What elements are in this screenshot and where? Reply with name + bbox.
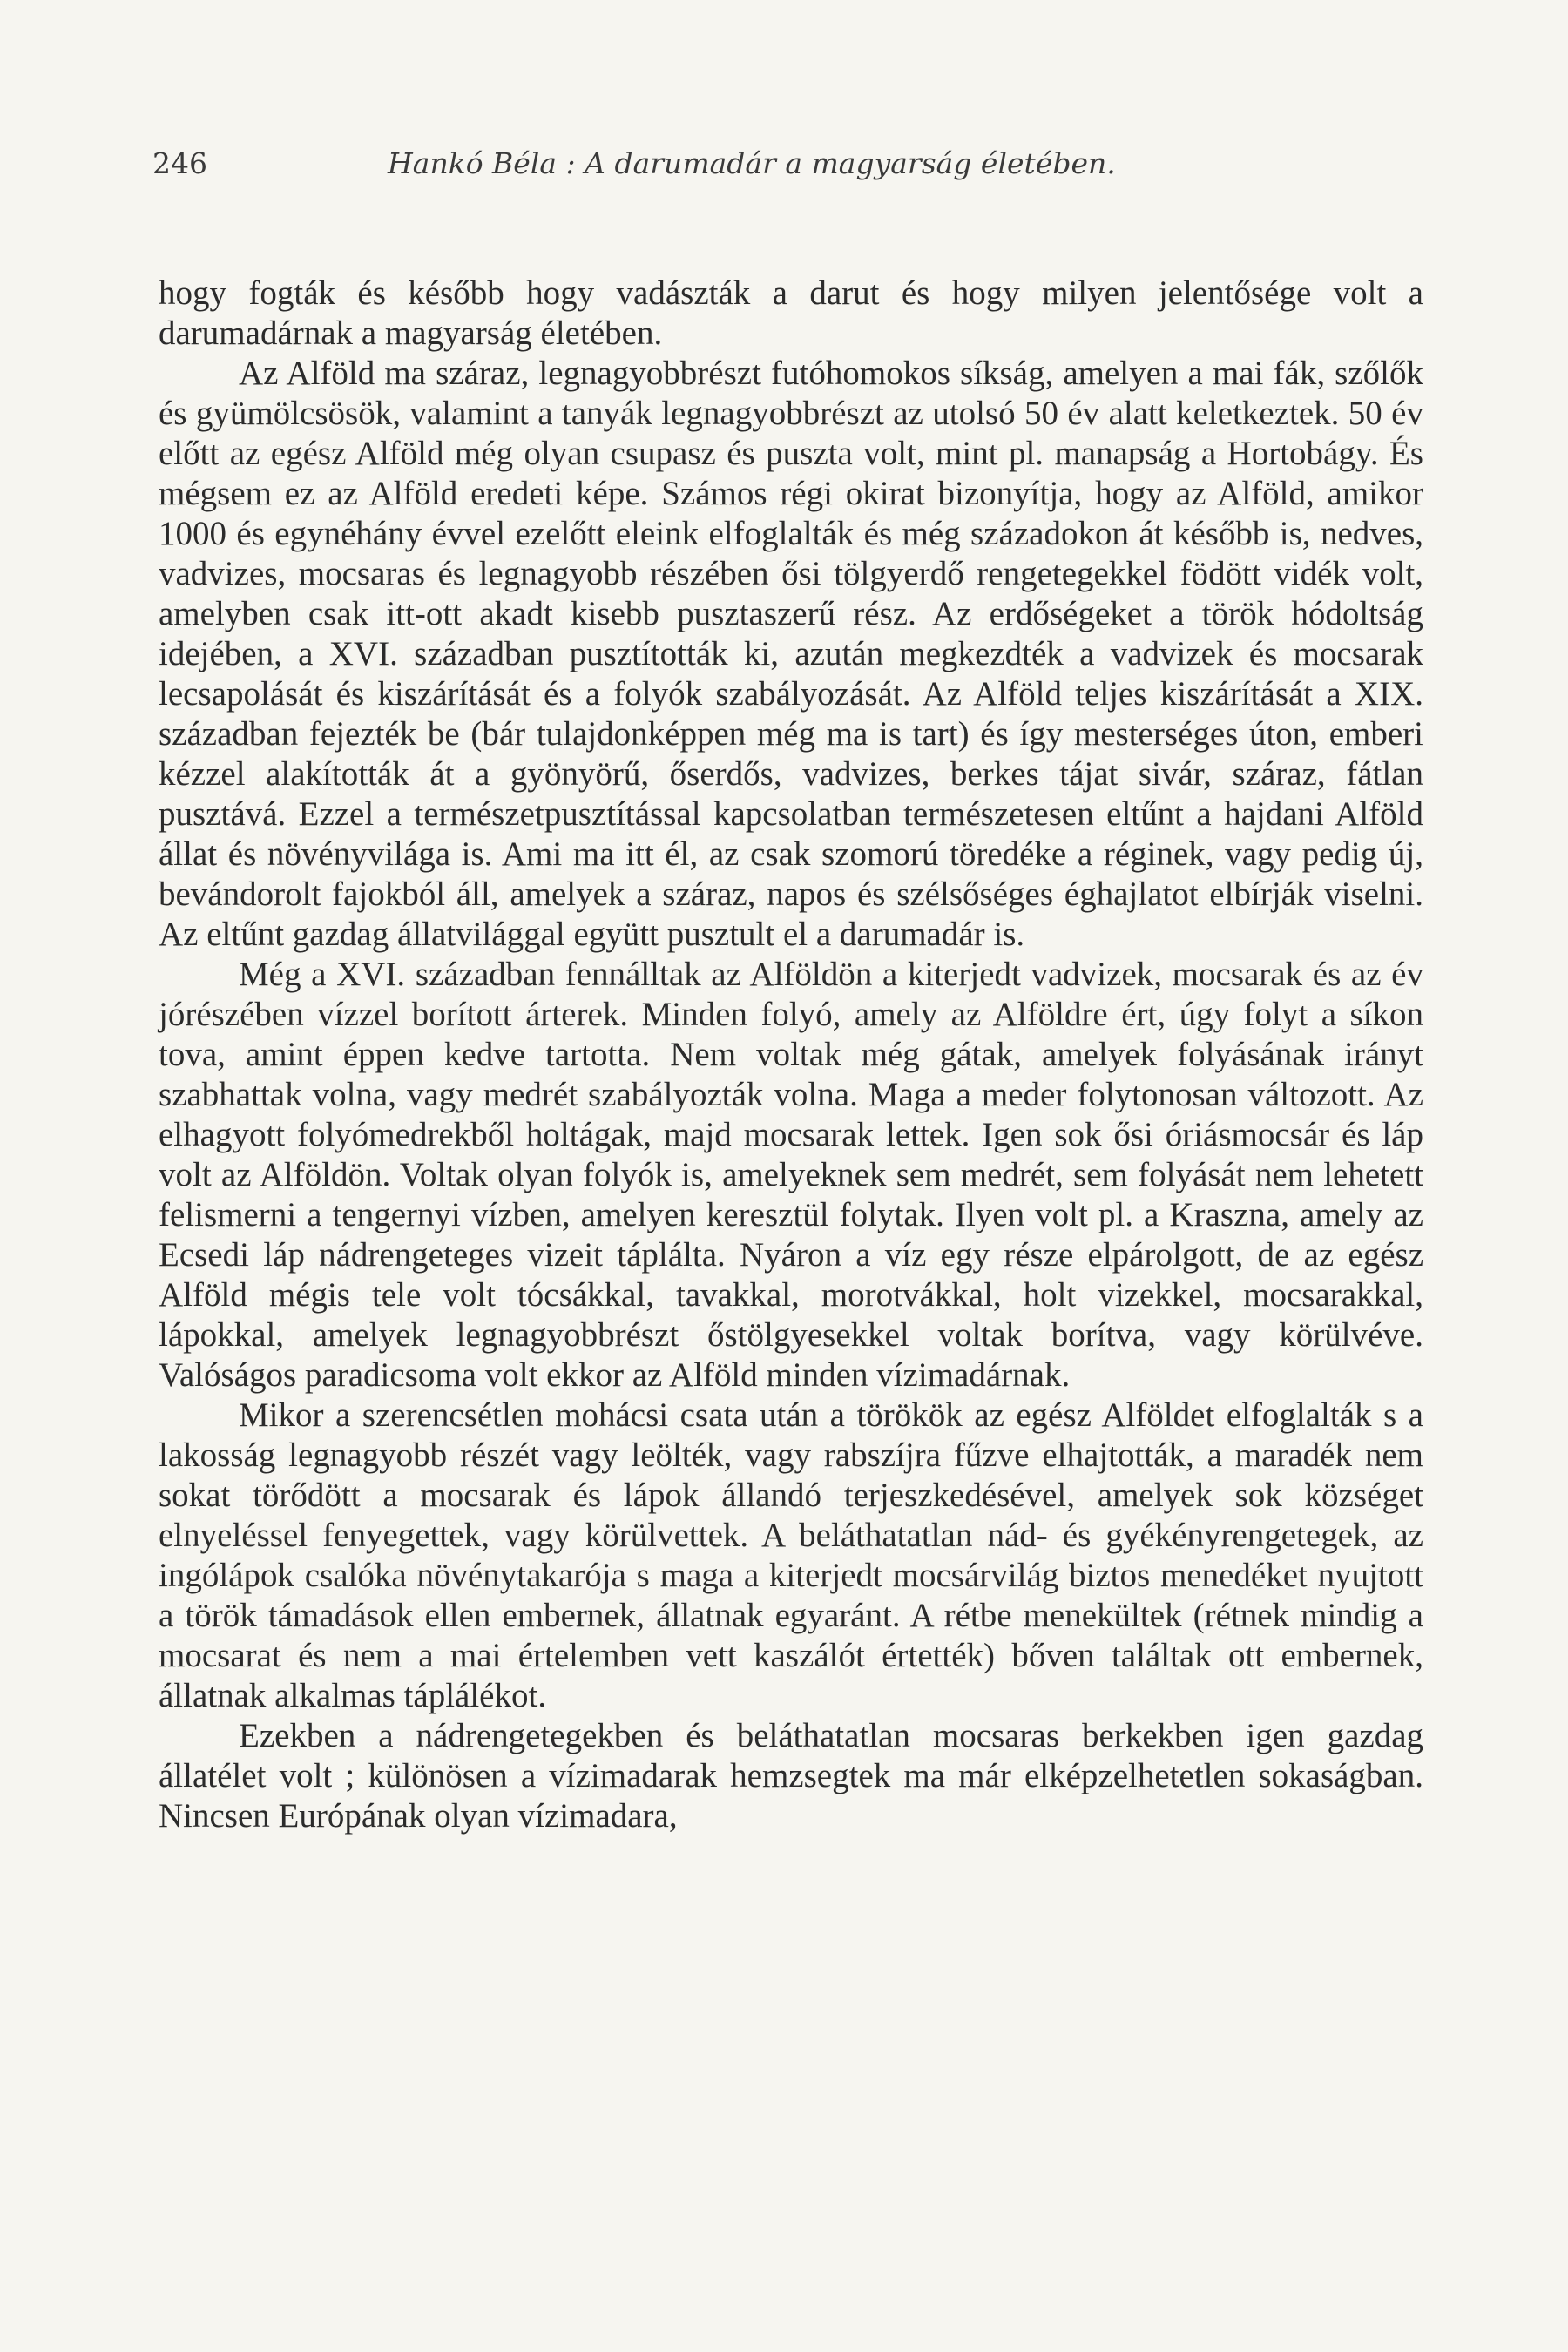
running-title: Hankó Béla : A darumadár a magyarság életében.	[388, 146, 1116, 180]
running-head	[152, 146, 1424, 199]
page-number: 246	[152, 146, 207, 180]
paragraph: Mikor a szerencsétlen mohácsi csata után a törökök az egész Alföldet elfoglalták s a lakosság legnagyobb részét vagy leölték, vagy rabszíjra fűzve elhajtották, a maradék nem sokat törődött a mocsarak és lápok állandó terjeszkedésével, amelyek sok községet elnyeléssel fenyegettek, vagy körülvettek. A beláthatatlan nád- és gyékényrengetegek, az ingólápok csalóka növénytakarója s maga a kiterjedt mocsárvilág biztos menedéket nyujtott a török támadások ellen embernek, állatnak egyaránt. A rétbe menekültek (rétnek mindig a mocsarat és nem a mai értelemben vett kaszálót értették) bőven találtak ott embernek, állatnak alkalmas táplálékot.	[159, 1396, 1423, 1714]
paragraph: Ezekben a nádrengetegekben és beláthatatlan mocsaras berkekben igen gazdag állatélet volt ; különösen a vízimadarak hemzsegtek ma már elképzelhetetlen sokaságban. Nincsen Európának olyan vízimadara,	[159, 1717, 1423, 1835]
paragraph: Az Alföld ma száraz, legnagyobbrészt futóhomokos síkság, amelyen a mai fák, szőlők és gyümölcsösök, valamint a tanyák legnagyobbrészt az utolsó 50 év alatt keletkeztek. 50 év előtt az egész Alföld még olyan csupasz és puszta volt, mint pl. manapság a Hortobágy. És mégsem ez az Alföld eredeti képe. Számos régi okirat bizonyítja, hogy az Alföld, amikor 1000 és egynéhány évvel ezelőtt eleink elfoglalták és még századokon át később is, nedves, vadvizes, mocsaras és legnagyobb részében ősi tölgyerdő rengetegekkel födött vidék volt, amelyben csak itt-ott akadt kisebb pusztaszerű rész. Az erdőségeket a török hódoltság idejében, a XVI. században pusztították ki, azután megkezdték a vadvizek és mocsarak lecsapolását és kiszárítását és a folyók szabályozását. Az Alföld teljes kiszárítását a XIX. században fejezték be (bár tulajdonképpen még ma is tart) és így mesterséges úton, emberi kézzel alakították át a gyönyörű, őserdős, vadvizes, berkes tájat sivár, száraz, fátlan pusztává. Ezzel a természetpusztítással kapcsolatban természetesen eltűnt a hajdani Alföld állat és növényvilága is. Ami ma itt él, az csak szomorú töredéke a réginek, vagy pedig új, bevándorolt fajokból áll, amelyek a száraz, napos és szélsőséges éghajlatot elbírják viselni. Az eltűnt gazdag állatvilággal együtt pusztult el a darumadár is.	[159, 355, 1423, 953]
paragraph: Még a XVI. században fennálltak az Alföldön a kiterjedt vadvizek, mocsarak és az év jórészében vízzel borított árterek. Minden folyó, amely az Alföldre ért, úgy folyt a síkon tova, amint éppen kedve tartotta. Nem voltak még gátak, amelyek folyásának irányt szabhattak volna, vagy medrét szabályozták volna. Maga a meder folytonosan változott. Az elhagyott folyómedrekből holtágak, majd mocsarak lettek. Igen sok ősi óriásmocsár és láp volt az Alföldön. Voltak olyan folyók is, amelyeknek sem medrét, sem folyását nem lehetett felismerni a tengernyi vízben, amelyen keresztül folytak. Ilyen volt pl. a Kraszna, amely az Ecsedi láp nádrengeteges vizeit táplálta. Nyáron a víz egy része elpárolgott, de az egész Alföld mégis tele volt tócsákkal, tavakkal, morotvákkal, holt vizekkel, mocsarakkal, lápokkal, amelyek legnagyobbrészt őstölgyesekkel voltak borítva, vagy körülvéve. Valóságos paradicsoma volt ekkor az Alföld minden vízimadárnak.	[159, 956, 1423, 1394]
body-text	[159, 274, 1423, 1836]
paragraph-continued: hogy fogták és később hogy vadászták a darut és hogy milyen jelentősége volt a darumadárnak a magyarság életében.	[159, 274, 1423, 352]
